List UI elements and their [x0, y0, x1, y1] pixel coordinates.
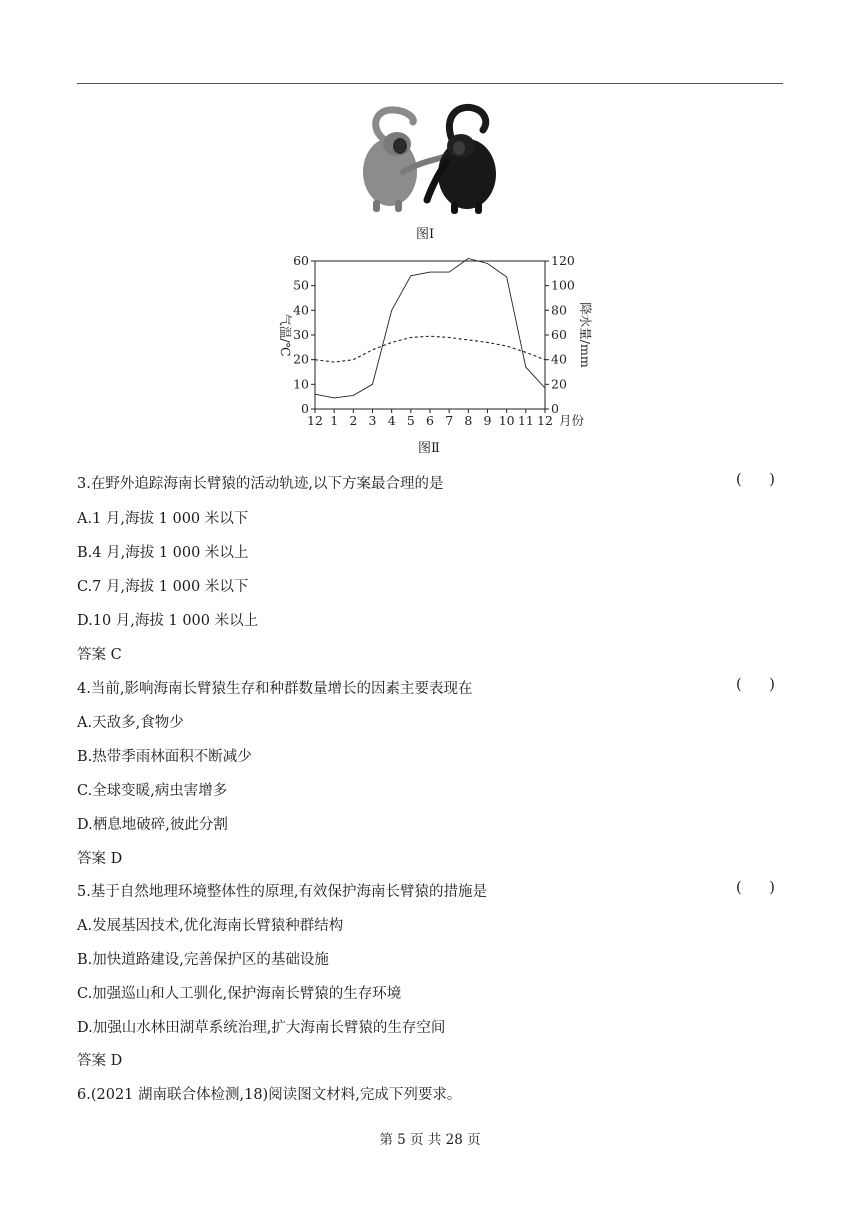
answer-paren-5: ( )	[736, 880, 775, 896]
option-3c: C.7 月,海拔 1 000 米以下	[77, 579, 249, 595]
option-5b: B.加快道路建设,完善保护区的基础设施	[77, 952, 329, 968]
answer-paren-3: ( )	[736, 472, 775, 488]
question-6-stem: 6.(2021 湖南联合体检测,18)阅读图文材料,完成下列要求。	[77, 1087, 462, 1103]
answer-paren-4: ( )	[736, 677, 775, 693]
x-tick-label: 6	[426, 413, 434, 428]
y-right-tick-label: 80	[551, 302, 567, 318]
x-tick-label: 8	[464, 413, 473, 428]
option-4d: D.栖息地破碎,彼此分割	[77, 817, 228, 833]
precipitation-line	[315, 259, 545, 398]
option-4a: A.天敌多,食物少	[77, 715, 184, 731]
y-left-tick-label: 0	[301, 401, 309, 416]
option-5a: A.发展基因技术,优化海南长臂猿种群结构	[77, 918, 344, 934]
option-5c: C.加强巡山和人工驯化,保护海南长臂猿的生存环境	[77, 986, 402, 1002]
x-tick-label: 2	[349, 413, 358, 428]
answer-4: 答案 D	[77, 851, 123, 867]
y-right-tick-label: 0	[551, 401, 559, 416]
answer-5: 答案 D	[77, 1053, 123, 1069]
y-right-tick-label: 60	[551, 327, 567, 342]
x-axis-title: 月份	[559, 413, 585, 428]
x-tick-label: 4	[387, 413, 396, 428]
footer-prefix: 第	[379, 1132, 393, 1148]
header-rule	[77, 83, 783, 84]
option-5d: D.加强山水林田湖草系统治理,扩大海南长臂猿的生存空间	[77, 1020, 446, 1036]
x-tick-label: 10	[498, 413, 515, 428]
gibbons-photo	[355, 100, 505, 218]
question-5-stem: 5.基于自然地理环境整体性的原理,有效保护海南长臂猿的措施是	[77, 884, 487, 900]
answer-3: 答案 C	[77, 647, 122, 663]
option-4c: C.全球变暖,病虫害增多	[77, 783, 228, 799]
page-total: 28	[445, 1132, 463, 1148]
temperature-line	[315, 336, 545, 362]
plot-frame	[315, 261, 545, 409]
x-tick-label: 9	[483, 413, 492, 428]
x-tick-label: 3	[368, 413, 377, 428]
option-4b: B.热带季雨林面积不断减少	[77, 749, 252, 765]
y-right-tick-label: 120	[551, 253, 575, 268]
x-tick-label: 1	[330, 413, 339, 428]
y-right-axis-title: 降水量/mm	[578, 302, 593, 368]
x-tick-label: 12	[537, 413, 553, 428]
x-tick-label: 11	[517, 413, 534, 428]
y-left-tick-label: 40	[293, 302, 309, 318]
option-3a: A.1 月,海拔 1 000 米以下	[77, 511, 249, 527]
option-3d: D.10 月,海拔 1 000 米以上	[77, 613, 259, 629]
footer-suffix: 页	[467, 1132, 481, 1148]
page-footer	[0, 1128, 860, 1148]
y-right-tick-label: 40	[551, 351, 567, 367]
x-tick-label: 12	[307, 413, 323, 428]
option-3b: B.4 月,海拔 1 000 米以上	[77, 545, 249, 561]
question-4-stem: 4.当前,影响海南长臂猿生存和种群数量增长的因素主要表现在	[77, 681, 473, 697]
y-left-tick-label: 20	[293, 351, 309, 367]
y-right-tick-label: 100	[551, 277, 575, 293]
y-left-tick-label: 10	[293, 376, 309, 392]
y-left-tick-label: 60	[293, 253, 309, 268]
question-3-stem: 3.在野外追踪海南长臂猿的活动轨迹,以下方案最合理的是	[77, 476, 444, 492]
y-left-tick-label: 30	[293, 327, 309, 342]
y-left-axis-title: 气温/℃	[278, 313, 293, 357]
y-right-tick-label: 20	[551, 376, 567, 392]
figure2-caption: 图Ⅱ	[418, 441, 440, 456]
footer-middle: 页 共	[410, 1132, 442, 1148]
page-number: 5	[397, 1132, 406, 1148]
y-left-tick-label: 50	[293, 277, 309, 293]
x-tick-label: 7	[445, 413, 454, 428]
figure1-caption: 图Ⅰ	[416, 227, 435, 242]
x-tick-label: 5	[406, 413, 415, 428]
climate-chart	[265, 250, 605, 430]
